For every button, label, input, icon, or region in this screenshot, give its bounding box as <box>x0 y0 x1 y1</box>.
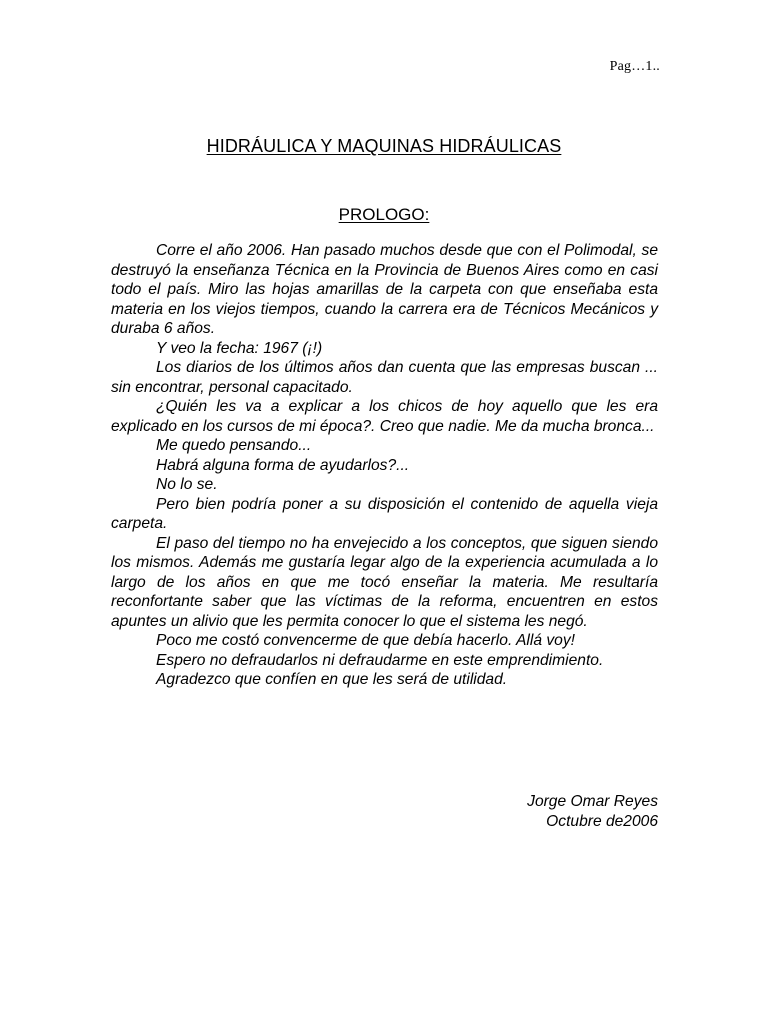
paragraph: Habrá alguna forma de ayudarlos?... <box>156 456 410 474</box>
signature-block <box>400 792 658 831</box>
paragraph: El paso del tiempo no ha envejecido a los conceptos, que siguen siendo los mismos. Además me gustaría legar algo de la experiencia acumulada a lo largo de los años en que me tocó enseñar la materia. Me resultaría reconfortante saber que las víctimas de la reforma, encuentren en estos apuntes un alivio que les permita conocer lo que el sistema les negó. <box>111 534 658 630</box>
paragraph: Los diarios de los últimos años dan cuenta que las empresas buscan ... sin encontrar, personal capacitado. <box>111 359 658 396</box>
section-heading: PROLOGO: <box>338 205 430 224</box>
paragraph: Y veo la fecha: 1967 (¡!) <box>156 339 323 357</box>
paragraph: ¿Quién les va a explicar a los chicos de hoy aquello que les era explicado en los cursos de mi época?. Creo que nadie. Me da mucha bronca... <box>111 398 658 435</box>
signature-date: Octubre de2006 <box>546 812 658 830</box>
paragraph: Agradezco que confíen en que les será de utilidad. <box>156 671 508 688</box>
page-number: Pag…1.. <box>609 59 660 74</box>
paragraph: Corre el año 2006. Han pasado muchos desde que con el Polimodal, se destruyó la enseñanza Técnica en la Provincia de Buenos Aires como en casi todo el país. Miro las hojas amarillas de la carpeta con que enseñaba esta materia en los viejos tiempos, cuando la carrera era de Técnicos Mecánicos y duraba 6 años. <box>111 242 658 337</box>
document-title: HIDRÁULICA Y MAQUINAS HIDRÁULICAS <box>206 136 562 156</box>
paragraph: Espero no defraudarlos ni defraudarme en este emprendimiento. <box>156 651 604 669</box>
paragraph: Pero bien podría poner a su disposición el contenido de aquella vieja carpeta. <box>111 495 658 532</box>
paragraph: Me quedo pensando... <box>156 437 312 454</box>
paragraph: No lo se. <box>156 476 218 493</box>
prologue-body <box>111 241 658 690</box>
paragraph: Poco me costó convencerme de que debía hacerlo. Allá voy! <box>156 632 575 649</box>
author-name: Jorge Omar Reyes <box>527 793 658 810</box>
